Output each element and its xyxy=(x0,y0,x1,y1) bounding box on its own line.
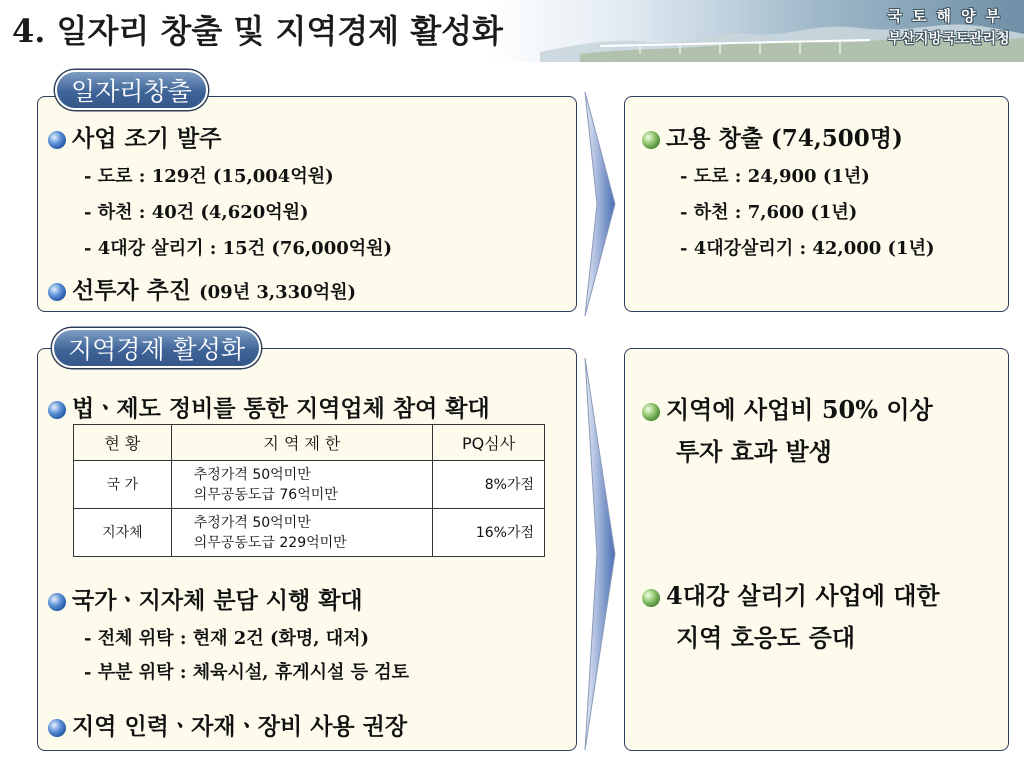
green-sphere-bullet-icon xyxy=(642,131,660,149)
regional-restriction-table xyxy=(73,424,545,557)
blue-sphere-bullet-icon xyxy=(48,283,66,301)
green-sphere-bullet-icon xyxy=(642,589,660,607)
jobs-item-1-detail: - 4대강 살리기 : 15건 (76,000억원) xyxy=(84,238,393,259)
table-cell-category: 지자체 xyxy=(74,509,172,557)
slide-header xyxy=(0,0,1024,62)
employment-result-detail: - 4대강살리기 : 42,000 (1년) xyxy=(680,238,935,259)
employment-result-detail: - 하천 : 7,600 (1년) xyxy=(680,202,858,223)
restriction-line: 추정가격 50억미만 xyxy=(193,466,311,483)
jobs-item-2-title: 선투자 추진 xyxy=(72,277,192,304)
table-cell-restriction xyxy=(171,509,432,557)
page-title: 4. 일자리 창출 및 지역경제 활성화 xyxy=(12,12,503,50)
effect-1 xyxy=(642,390,933,425)
blue-sphere-bullet-icon xyxy=(48,131,66,149)
chevron-right-arrow-icon xyxy=(583,356,619,752)
table-header-row xyxy=(74,425,545,461)
economy-item-2-detail: - 부분 위탁 : 체육시설, 휴게시설 등 검토 xyxy=(84,662,410,683)
table-row xyxy=(74,461,545,509)
jobs-item-2 xyxy=(48,272,356,305)
employment-result-detail: - 도로 : 24,900 (1년) xyxy=(680,166,870,187)
economy-item-3 xyxy=(48,708,407,741)
effect-2-line-2: 지역 호응도 증대 xyxy=(676,623,855,652)
blue-sphere-bullet-icon xyxy=(48,401,66,419)
jobs-item-1 xyxy=(48,120,221,153)
table-row xyxy=(74,509,545,557)
economy-item-2 xyxy=(48,582,363,615)
economy-item-2-detail: - 전체 위탁 : 현재 2건 (화명, 대저) xyxy=(84,628,370,649)
restriction-line: 의무공동도급 76억미만 xyxy=(193,486,338,503)
restriction-line: 의무공동도급 229억미만 xyxy=(193,534,347,551)
economy-item-1 xyxy=(48,390,490,423)
green-sphere-bullet-icon xyxy=(642,403,660,421)
economy-section-label: 지역경제 활성화 xyxy=(52,328,261,368)
jobs-item-1-title: 사업 조기 발주 xyxy=(72,125,222,152)
ministry-name: 국토해양부 xyxy=(887,7,1010,25)
table-cell-pq: 8%가점 xyxy=(433,461,545,509)
blue-sphere-bullet-icon xyxy=(48,593,66,611)
economy-item-3-title: 지역 인력ㆍ자재ㆍ장비 사용 권장 xyxy=(72,713,408,740)
effect-2 xyxy=(642,576,940,611)
jobs-item-1-detail: - 도로 : 129건 (15,004억원) xyxy=(84,166,334,187)
effect-1-line-2: 투자 효과 발생 xyxy=(676,437,832,466)
effect-2-line-1: 4대강 살리기 사업에 대한 xyxy=(666,581,940,610)
table-header-cell: 지 역 제 한 xyxy=(171,425,432,461)
restriction-line: 추정가격 50억미만 xyxy=(193,514,311,531)
economy-item-1-title: 법ㆍ제도 정비를 통한 지역업체 참여 확대 xyxy=(72,395,490,422)
ministry-logo-text xyxy=(888,5,1010,48)
jobs-item-2-note: (09년 3,330억원) xyxy=(199,282,357,303)
table-cell-pq: 16%가점 xyxy=(433,509,545,557)
table-cell-restriction xyxy=(171,461,432,509)
jobs-section-label: 일자리창출 xyxy=(55,70,208,110)
effect-1-line-1: 지역에 사업비 50% 이상 xyxy=(666,395,933,424)
economy-item-2-title: 국가ㆍ지자체 분담 시행 확대 xyxy=(72,587,363,614)
blue-sphere-bullet-icon xyxy=(48,719,66,737)
employment-result-title: 고용 창출 (74,500명) xyxy=(666,125,903,152)
table-header-cell: 현 황 xyxy=(74,425,172,461)
chevron-right-arrow-icon xyxy=(583,90,619,318)
table-cell-category: 국 가 xyxy=(74,461,172,509)
jobs-item-1-detail: - 하천 : 40건 (4,620억원) xyxy=(84,202,309,223)
employment-result xyxy=(642,120,903,153)
table-header-cell: PQ심사 xyxy=(433,425,545,461)
office-name: 부산지방국토관리청 xyxy=(887,31,1010,47)
